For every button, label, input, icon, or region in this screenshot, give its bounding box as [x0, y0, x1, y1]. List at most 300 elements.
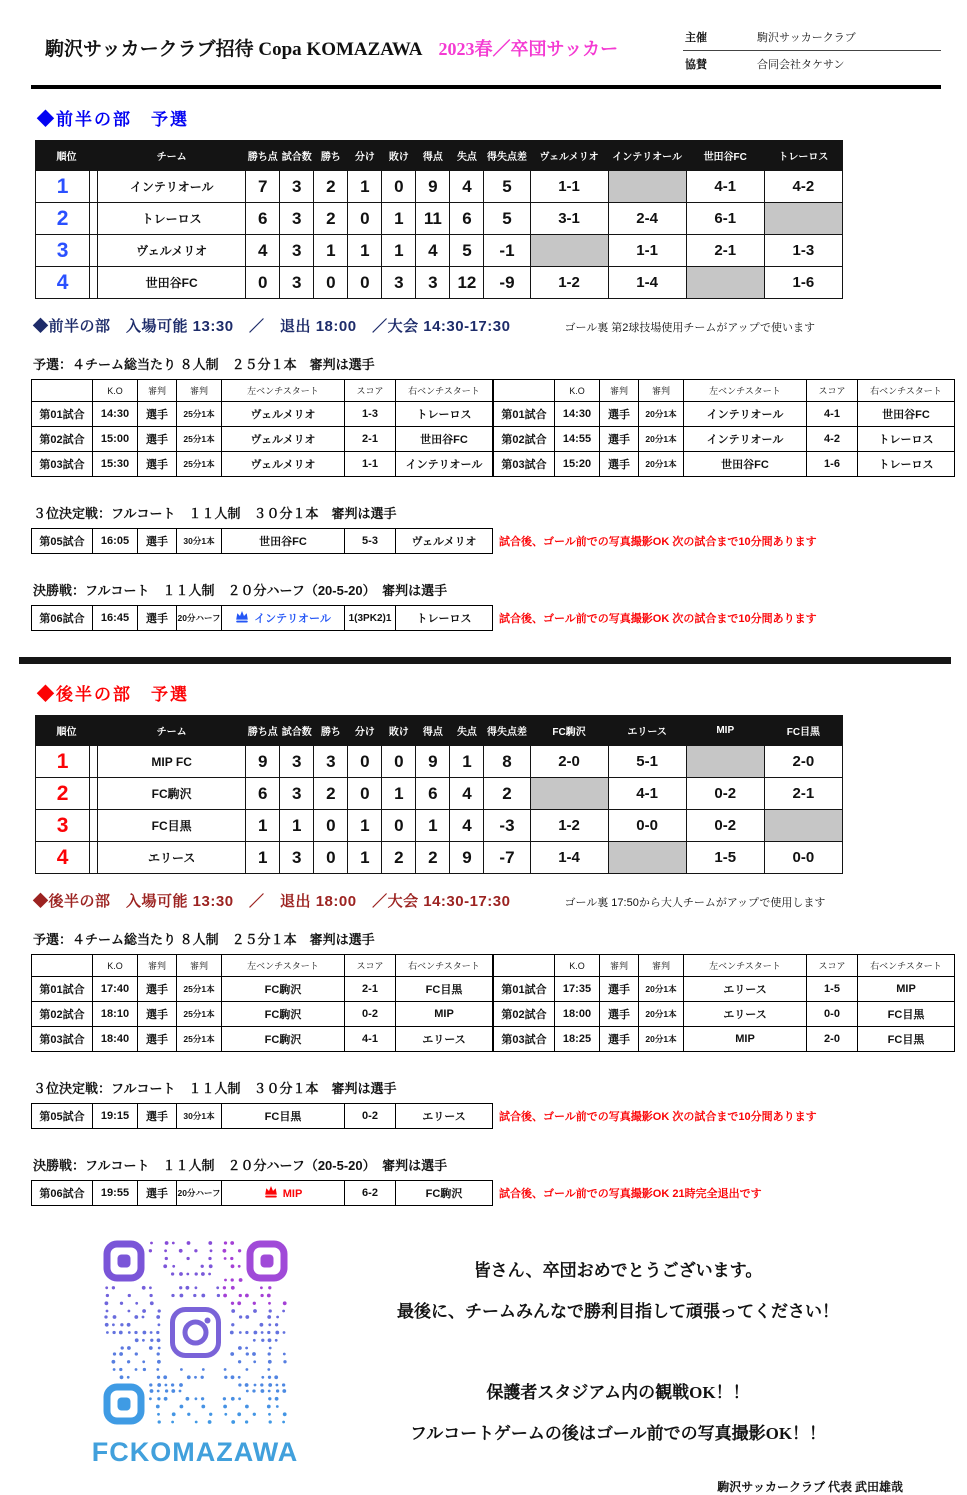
stat-cell: 3: [280, 746, 314, 778]
format: 30分1本: [177, 1104, 222, 1129]
stat-cell: 0: [348, 267, 382, 299]
match-label: 第06試合: [32, 1181, 93, 1206]
stat-cell: -1: [484, 235, 530, 267]
stat-cell: 11: [416, 203, 450, 235]
signature: 駒沢サッカークラブ 代表 武田雄哉: [717, 1480, 903, 1494]
stat-cell: 9: [416, 171, 450, 203]
result-cell: [608, 171, 686, 203]
match-cell: 第03試合: [494, 1027, 555, 1052]
team-name-cell: 世田谷FC: [98, 267, 246, 299]
result-cell: [686, 267, 764, 299]
first-half-final-title: 決勝戦：フルコート １１人制 ２０分ハーフ（20-5-20） 審判は選手: [33, 583, 448, 598]
stat-cell: 1: [280, 810, 314, 842]
match-cell: トレーロス: [396, 402, 493, 427]
rank-cell: 4: [36, 267, 90, 299]
match-row: [494, 402, 955, 427]
stat-cell: 0: [382, 171, 416, 203]
sponsor-label: 協賛: [685, 59, 707, 71]
match-cell: 選手: [138, 977, 177, 1002]
match-col-header: 左ベンチスタート: [222, 380, 345, 402]
match-label: 第05試合: [32, 529, 93, 554]
second-half-prelim-title: 予選：４チーム総当たり ８人制 ２５分１本 審判は選手: [33, 932, 375, 947]
kickoff-time: 16:45: [93, 606, 138, 631]
message-line: 皆さん、卒団おめでとうございます。: [473, 1261, 763, 1280]
left-team: FC目黒: [222, 1104, 345, 1129]
score: 5-3: [345, 529, 396, 554]
result-cell: [530, 778, 608, 810]
result-cell: 2-4: [608, 203, 686, 235]
result-cell: 1-1: [530, 171, 608, 203]
match-row: [494, 1002, 955, 1027]
standings-col-header: 勝ち点: [246, 141, 280, 171]
match-cell: FC駒沢: [222, 1002, 345, 1027]
match-cell: ヴェルメリオ: [222, 427, 345, 452]
rank-cell: 1: [36, 171, 90, 203]
team-name-cell: MIP FC: [98, 746, 246, 778]
match-col-header: 審判: [639, 955, 684, 977]
team-name-cell: FC目黒: [98, 810, 246, 842]
rank-cell: 1: [36, 746, 90, 778]
message-gap: [325, 1338, 911, 1378]
stat-cell: 5: [484, 171, 530, 203]
rank-cell: 2: [36, 203, 90, 235]
standings-col-header: 順位: [36, 716, 98, 746]
standings-col-header: インテリオール: [608, 141, 686, 171]
match-cell: 18:40: [93, 1027, 138, 1052]
match-cell: 選手: [138, 402, 177, 427]
second-half-prelim-tables: [31, 954, 941, 1052]
stat-cell: 6: [450, 203, 484, 235]
match-cell: 第02試合: [32, 1002, 93, 1027]
photo-note: 試合後、ゴール前での写真撮影OK 次の試合まで10分間あります: [499, 536, 817, 548]
stat-cell: 0: [314, 810, 348, 842]
stat-cell: 3: [280, 235, 314, 267]
spacer-cell: [90, 171, 98, 203]
stat-cell: 0: [348, 746, 382, 778]
qr-finder-top-right: [250, 1244, 284, 1278]
stat-cell: 6: [246, 778, 280, 810]
match-row: [32, 1002, 493, 1027]
referee: 選手: [138, 1104, 177, 1129]
result-cell: [764, 203, 842, 235]
format: 20分ハーフ: [177, 606, 222, 631]
second-half-section-title: ◆後半の部 予選: [37, 685, 189, 704]
spacer-cell: [90, 203, 98, 235]
standings-row: [36, 746, 843, 778]
result-cell: [608, 842, 686, 874]
team-name-cell: エリース: [98, 842, 246, 874]
match-col-header: 審判: [177, 380, 222, 402]
standings-col-header: チーム: [98, 716, 246, 746]
match-cell: 第03試合: [32, 452, 93, 477]
match-col-header: 審判: [600, 380, 639, 402]
standings-col-header: 試合数: [280, 141, 314, 171]
message-line: フルコートゲームの後はゴール前での写真撮影OK！！: [409, 1424, 827, 1443]
first-half-schedule-row: [33, 315, 941, 336]
rank-cell: 2: [36, 778, 90, 810]
first-half-third-place-row: [31, 528, 941, 554]
stat-cell: 8: [484, 746, 530, 778]
second-half-goal-note: ゴール裏 17:50から大人チームがアップで使用します: [564, 897, 826, 909]
stat-cell: 1: [382, 235, 416, 267]
stat-cell: 3: [314, 746, 348, 778]
second-half-third-place-row: [31, 1103, 941, 1129]
match-cell: 14:30: [555, 402, 600, 427]
result-cell: 4-1: [686, 171, 764, 203]
standings-col-header: 敗け: [382, 716, 416, 746]
match-col-header: 審判: [138, 955, 177, 977]
stat-cell: 9: [246, 746, 280, 778]
result-cell: 2-0: [764, 746, 842, 778]
match-row: [32, 402, 493, 427]
match-cell: 第01試合: [494, 402, 555, 427]
match-row: [494, 977, 955, 1002]
stat-cell: 2: [382, 842, 416, 874]
standings-col-header: 世田谷FC: [686, 141, 764, 171]
stat-cell: 0: [382, 810, 416, 842]
result-cell: 0-2: [686, 810, 764, 842]
match-cell: 15:00: [93, 427, 138, 452]
stat-cell: 0: [382, 746, 416, 778]
team-name-cell: インテリオール: [98, 171, 246, 203]
stat-cell: -9: [484, 267, 530, 299]
standings-col-header: 分け: [348, 141, 382, 171]
match-cell: 第03試合: [32, 1027, 93, 1052]
stat-cell: 0: [314, 842, 348, 874]
second-half-prelim-right-table: [493, 954, 955, 1052]
match-cell: トレーロス: [858, 452, 955, 477]
match-cell: 15:20: [555, 452, 600, 477]
result-cell: 3-1: [530, 203, 608, 235]
winner-team: [222, 606, 345, 631]
match-col-header: 右ベンチスタート: [396, 380, 493, 402]
stat-cell: 6: [416, 778, 450, 810]
right-team: FC駒沢: [396, 1181, 493, 1206]
rank-cell: 3: [36, 235, 90, 267]
result-cell: 1-5: [686, 842, 764, 874]
standings-row: [36, 203, 843, 235]
footer: [31, 1240, 941, 1495]
match-cell: 25分1本: [177, 977, 222, 1002]
match-row: [494, 427, 955, 452]
match-cell: 第02試合: [494, 1002, 555, 1027]
match-col-header: 左ベンチスタート: [222, 955, 345, 977]
title-subtitle: 2023春／卒団サッカー: [438, 39, 619, 59]
result-cell: 5-1: [608, 746, 686, 778]
match-cell: FC目黒: [396, 977, 493, 1002]
referee: 選手: [138, 606, 177, 631]
match-cell: 0-0: [807, 1002, 858, 1027]
match-cell: 選手: [600, 427, 639, 452]
stat-cell: 3: [280, 203, 314, 235]
match-row: [494, 1027, 955, 1052]
standings-col-header: FC目黒: [764, 716, 842, 746]
match-label: 第05試合: [32, 1104, 93, 1129]
fckomazawa-label: FCKOMAZAWA: [91, 1437, 299, 1467]
first-half-goal-note: ゴール裏 第2球技場使用チームがアップで使います: [564, 322, 815, 334]
stat-cell: 3: [280, 778, 314, 810]
first-half-standings-table: [35, 140, 843, 299]
kickoff-time: 19:15: [93, 1104, 138, 1129]
stat-cell: 0: [314, 267, 348, 299]
match-cell: 2-0: [807, 1027, 858, 1052]
standings-col-header: 得点: [416, 141, 450, 171]
first-half-prelim-tables: [31, 379, 941, 477]
standings-col-header: 勝ち: [314, 141, 348, 171]
spacer-cell: [90, 842, 98, 874]
standings-col-header: 得点: [416, 716, 450, 746]
match-cell: 2-1: [345, 427, 396, 452]
second-half-final-title: 決勝戦：フルコート １１人制 ２０分ハーフ（20-5-20） 審判は選手: [33, 1158, 448, 1173]
first-half-prelim-left-table: [31, 379, 493, 477]
match-cell: 17:40: [93, 977, 138, 1002]
score: 1(3PK2)1: [345, 606, 396, 631]
second-half-final-row: [31, 1180, 941, 1206]
first-half-prelim-right-table: [493, 379, 955, 477]
match-cell: MIP: [858, 977, 955, 1002]
doc-header: [31, 22, 941, 89]
match-col-header: 左ベンチスタート: [684, 955, 807, 977]
qr-finder-top-left: [107, 1244, 141, 1278]
match-cell: 25分1本: [177, 452, 222, 477]
winner-name: MIP: [282, 1188, 303, 1200]
match-cell: 20分1本: [639, 1027, 684, 1052]
score: 0-2: [345, 1104, 396, 1129]
match-row: [32, 977, 493, 1002]
second-half-standings-table: [35, 715, 843, 874]
kickoff-time: 19:55: [93, 1181, 138, 1206]
stat-cell: 3: [280, 267, 314, 299]
team-name-cell: FC駒沢: [98, 778, 246, 810]
standings-col-header: MIP: [686, 716, 764, 746]
match-cell: トレーロス: [858, 427, 955, 452]
match-cell: FC目黒: [858, 1002, 955, 1027]
match-cell: 1-5: [807, 977, 858, 1002]
first-half-final-table: [31, 605, 493, 631]
organizer-value: 駒沢サッカークラブ: [757, 32, 856, 44]
match-cell: 選手: [138, 452, 177, 477]
result-cell: 1-6: [764, 267, 842, 299]
match-row: [32, 427, 493, 452]
stat-cell: 3: [280, 171, 314, 203]
match-col-header: 審判: [177, 955, 222, 977]
stat-cell: 0: [246, 267, 280, 299]
match-cell: 18:10: [93, 1002, 138, 1027]
stat-cell: 4: [416, 235, 450, 267]
standings-col-header: 勝ち点: [246, 716, 280, 746]
match-cell: 4-2: [807, 427, 858, 452]
match-cell: 選手: [600, 1027, 639, 1052]
match-cell: エリース: [396, 1027, 493, 1052]
match-cell: 第02試合: [494, 427, 555, 452]
stat-cell: 0: [348, 778, 382, 810]
stat-cell: 1: [348, 235, 382, 267]
match-row: [32, 452, 493, 477]
stat-cell: 1: [450, 746, 484, 778]
first-half-third-place-title: ３位決定戦：フルコート １１人制 ３０分１本 審判は選手: [33, 506, 397, 521]
match-cell: 第01試合: [32, 977, 93, 1002]
stat-cell: -7: [484, 842, 530, 874]
match-cell: 第01試合: [494, 977, 555, 1002]
match-col-header: K.O: [555, 380, 600, 402]
standings-col-header: FC駒沢: [530, 716, 608, 746]
standings-col-header: エリース: [608, 716, 686, 746]
match-cell: ヴェルメリオ: [222, 402, 345, 427]
result-cell: 1-2: [530, 810, 608, 842]
format: 30分1本: [177, 529, 222, 554]
stat-cell: 5: [484, 203, 530, 235]
match-cell: FC駒沢: [222, 1027, 345, 1052]
referee: 選手: [138, 529, 177, 554]
standings-col-header: 試合数: [280, 716, 314, 746]
result-cell: 1-1: [608, 235, 686, 267]
match-cell: エリース: [684, 1002, 807, 1027]
stat-cell: 3: [280, 842, 314, 874]
stat-cell: 9: [416, 746, 450, 778]
match-col-header: 右ベンチスタート: [858, 955, 955, 977]
crown-icon: [264, 1185, 278, 1201]
winner-team: [222, 1181, 345, 1206]
organizer-row: [683, 24, 941, 51]
match-cell: 第01試合: [32, 402, 93, 427]
stat-cell: 12: [450, 267, 484, 299]
stat-cell: 1: [314, 235, 348, 267]
stat-cell: 1: [382, 203, 416, 235]
match-row: [32, 1027, 493, 1052]
match-col-header: 右ベンチスタート: [396, 955, 493, 977]
result-cell: 2-0: [530, 746, 608, 778]
match-col-header: 審判: [639, 380, 684, 402]
result-cell: 2-1: [764, 778, 842, 810]
stat-cell: 3: [382, 267, 416, 299]
second-half-prelim-left-table: [31, 954, 493, 1052]
first-half-prelim-title: 予選：４チーム総当たり ８人制 ２５分１本 審判は選手: [33, 357, 375, 372]
match-cell: 20分1本: [639, 427, 684, 452]
match-col-header: スコア: [345, 380, 396, 402]
match-col-header: スコア: [345, 955, 396, 977]
result-cell: 4-2: [764, 171, 842, 203]
match-cell: 第03試合: [494, 452, 555, 477]
stat-cell: 2: [314, 171, 348, 203]
result-cell: 1-4: [608, 267, 686, 299]
result-cell: [764, 810, 842, 842]
message-line: 最後に、チームみんなで勝利目指して頑張ってください！: [397, 1302, 839, 1321]
match-cell: 20分1本: [639, 452, 684, 477]
right-team: トレーロス: [396, 606, 493, 631]
title-main: 駒沢サッカークラブ招待 Copa KOMAZAWA: [45, 39, 423, 60]
match-cell: 選手: [138, 1002, 177, 1027]
second-half-schedule-heading: ◆後半の部 入場可能 13:30 ／ 退出 18:00 ／大会 14:30-17:30: [33, 893, 511, 910]
match-cell: 20分1本: [639, 402, 684, 427]
second-half-third-place-title: ３位決定戦：フルコート １１人制 ３０分１本 審判は選手: [33, 1081, 397, 1096]
message-line: 保護者スタジアム内の観戦OK！！: [486, 1383, 750, 1402]
match-cell: 1-6: [807, 452, 858, 477]
stat-cell: 1: [348, 810, 382, 842]
stat-cell: 9: [450, 842, 484, 874]
match-cell: 15:30: [93, 452, 138, 477]
closing-messages: [325, 1256, 941, 1495]
match-cell: 0-2: [345, 1002, 396, 1027]
result-cell: 0-0: [608, 810, 686, 842]
first-half-schedule-heading: ◆前半の部 入場可能 13:30 ／ 退出 18:00 ／大会 14:30-17:30: [33, 318, 511, 335]
standings-row: [36, 810, 843, 842]
spacer-cell: [90, 746, 98, 778]
stat-cell: 1: [348, 171, 382, 203]
stat-cell: 1: [246, 842, 280, 874]
spacer-cell: [90, 235, 98, 267]
format: 20分ハーフ: [177, 1181, 222, 1206]
spacer-cell: [90, 810, 98, 842]
match-label: 第06試合: [32, 606, 93, 631]
referee: 選手: [138, 1181, 177, 1206]
standings-col-header: 勝ち: [314, 716, 348, 746]
sponsor-row: [683, 51, 941, 77]
match-col-header: 審判: [138, 380, 177, 402]
winner-name: インテリオール: [254, 613, 331, 625]
result-cell: [530, 235, 608, 267]
standings-col-header: 失点: [450, 716, 484, 746]
stat-cell: 2: [416, 842, 450, 874]
match-col-header: 左ベンチスタート: [684, 380, 807, 402]
stat-cell: 1: [382, 778, 416, 810]
match-cell: 1-1: [345, 452, 396, 477]
spacer-cell: [90, 267, 98, 299]
standings-col-header: 得失点差: [484, 716, 530, 746]
match-cell: 選手: [600, 977, 639, 1002]
match-cell: 選手: [138, 427, 177, 452]
standings-row: [36, 235, 843, 267]
rank-cell: 4: [36, 842, 90, 874]
spacer-cell: [90, 778, 98, 810]
result-cell: 1-4: [530, 842, 608, 874]
match-cell: 世田谷FC: [858, 402, 955, 427]
stat-cell: 4: [450, 778, 484, 810]
match-cell: MIP: [684, 1027, 807, 1052]
standings-col-header: 得失点差: [484, 141, 530, 171]
stat-cell: 3: [416, 267, 450, 299]
match-col-header: K.O: [93, 955, 138, 977]
result-cell: 2-1: [686, 235, 764, 267]
stat-cell: 4: [450, 810, 484, 842]
right-team: エリース: [396, 1104, 493, 1129]
match-cell: 20分1本: [639, 1002, 684, 1027]
match-cell: 25分1本: [177, 427, 222, 452]
result-cell: 0-2: [686, 778, 764, 810]
result-cell: 1-3: [764, 235, 842, 267]
team-name-cell: ヴェルメリオ: [98, 235, 246, 267]
match-col-header: [32, 380, 93, 402]
match-cell: 4-1: [345, 1027, 396, 1052]
instagram-qr-code: [103, 1240, 288, 1425]
score: 6-2: [345, 1181, 396, 1206]
match-cell: 選手: [138, 1027, 177, 1052]
match-col-header: [494, 955, 555, 977]
second-half-third-place-table: [31, 1103, 493, 1129]
match-col-header: スコア: [807, 955, 858, 977]
standings-col-header: 敗け: [382, 141, 416, 171]
second-half-final-table: [31, 1180, 493, 1206]
standings-col-header: 分け: [348, 716, 382, 746]
match-col-header: K.O: [555, 955, 600, 977]
standings-col-header: ヴェルメリオ: [530, 141, 608, 171]
match-cell: 世田谷FC: [396, 427, 493, 452]
photo-note: 試合後、ゴール前での写真撮影OK 21時完全退出です: [499, 1188, 762, 1200]
stat-cell: 2: [314, 203, 348, 235]
rank-cell: 3: [36, 810, 90, 842]
match-row: [494, 452, 955, 477]
match-cell: 25分1本: [177, 1027, 222, 1052]
match-cell: 1-3: [345, 402, 396, 427]
